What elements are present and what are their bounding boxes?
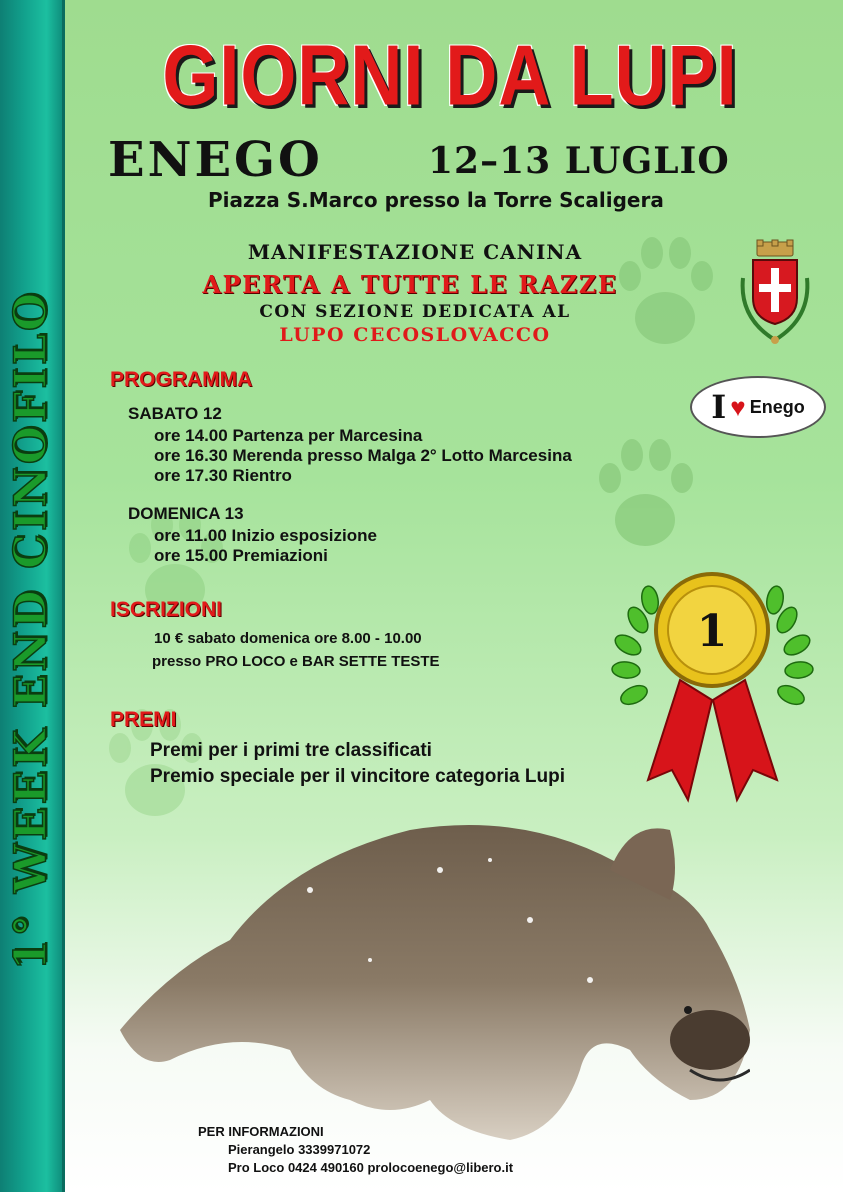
premi-item: Premi per i primi tre classificati [150,740,432,761]
domenica-item: ore 15.00 Premiazioni [154,546,328,565]
badge-i: I [711,388,727,426]
info-contact: Pierangelo 3339971072 [228,1142,371,1157]
programma-title: PROGRAMMA [110,368,253,391]
event-date: 12–13 LUGLIO [428,140,730,182]
i-love-enego-badge [690,376,826,438]
heart-icon: ♥ [730,391,746,422]
event-location: Piazza S.Marco presso la Torre Scaligera [208,188,664,212]
domenica-day: DOMENICA 13 [128,504,244,523]
premi-item: Premio speciale per il vincitore categoria Lupi [150,766,565,787]
city-name: ENEGO [108,132,323,188]
sabato-item: ore 16.30 Merenda presso Malga 2° Lotto Marcesina [154,446,572,465]
event-breed: LUPO CECOSLOVACCO [279,324,551,346]
sabato-item: ore 17.30 Rientro [154,466,292,485]
paw-print-icon [610,228,720,358]
info-title: PER INFORMAZIONI [198,1124,324,1139]
coat-of-arms-icon [735,238,815,353]
event-open-breeds: APERTA A TUTTE LE RAZZE [202,270,618,299]
sabato-item: ore 14.00 Partenza per Marcesina [154,426,423,445]
badge-text: Enego [749,396,805,417]
wolf-illustration [110,800,750,1160]
event-type: MANIFESTAZIONE CANINA [247,240,583,264]
paw-print-icon [590,430,700,560]
event-section: CON SEZIONE DEDICATA AL [259,302,571,322]
iscrizioni-line: presso PRO LOCO e BAR SETTE TESTE [152,653,440,670]
medal-icon [610,560,815,810]
side-banner-text: 1° WEEK END CINOFILO [5,289,57,971]
info-contact: Pro Loco 0424 490160 prolocoenego@libero.it [228,1160,514,1175]
premi-title: PREMI [110,708,177,731]
sabato-day: SABATO 12 [128,404,222,423]
iscrizioni-line: 10 € sabato domenica ore 8.00 - 10.00 [154,630,422,647]
iscrizioni-title: ISCRIZIONI [110,598,223,621]
poster-title: GIORNI DA LUPI [162,29,738,124]
medal-number: 1 [696,606,728,657]
domenica-item: ore 11.00 Inizio esposizione [154,526,377,545]
